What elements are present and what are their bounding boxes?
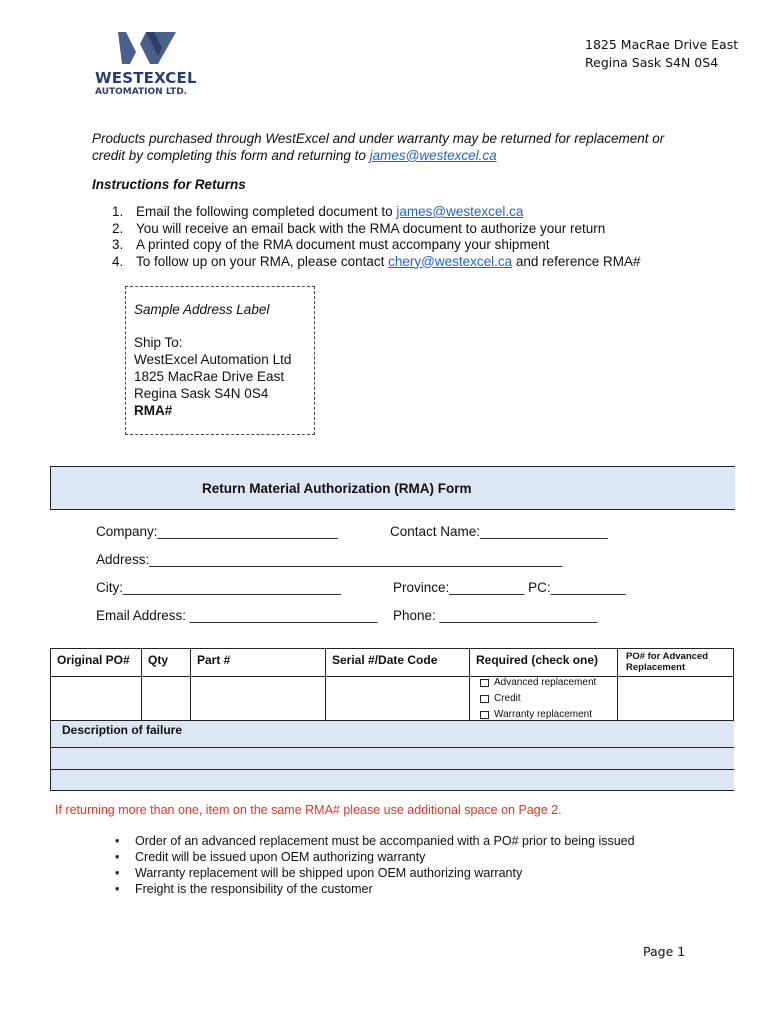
bullet-item: • Warranty replacement will be shipped upon OEM authorizing warranty <box>115 866 523 880</box>
checkbox-icon[interactable] <box>480 679 489 687</box>
intro-email-link[interactable]: james@westexcel.ca <box>369 148 497 163</box>
multiple-items-note: If returning more than one, item on the same RMA# please use additional space on Page 2. <box>55 803 562 817</box>
checkbox-icon[interactable] <box>480 711 489 719</box>
cell-po-advanced[interactable] <box>617 676 734 721</box>
header-original-po: Original PO# <box>50 648 142 677</box>
policy-bullet-list <box>115 833 635 897</box>
cell-qty[interactable] <box>141 676 191 721</box>
city-field[interactable]: City:_____________________________ <box>96 580 341 595</box>
instruction-step: 3. A printed copy of the RMA document must accompany your shipment <box>112 237 550 252</box>
description-row[interactable] <box>50 747 734 770</box>
address-field[interactable]: Address:_______________________________________________________ <box>96 552 563 567</box>
option-credit[interactable]: Credit <box>480 693 521 704</box>
label-line1: WestExcel Automation Ltd <box>134 352 292 367</box>
company-address-line1: 1825 MacRae Drive East <box>585 37 739 52</box>
header-po-advanced: PO# for Advanced Replacement <box>617 648 734 677</box>
cell-original-po[interactable] <box>50 676 142 721</box>
description-row[interactable] <box>50 769 734 791</box>
sample-address-label <box>125 286 315 435</box>
cell-serial[interactable] <box>325 676 470 721</box>
email-address-field[interactable]: Email Address: _________________________ <box>96 608 378 623</box>
bullet-item: • Order of an advanced replacement must be accompanied with a PO# prior to being issued <box>115 834 635 848</box>
page-number: Page 1 <box>643 944 686 959</box>
instruction-step: 1. Email the following completed document to james@westexcel.ca <box>112 204 524 219</box>
instructions-list <box>112 204 640 270</box>
logo-text-westexcel: WESTEXCEL <box>95 69 197 87</box>
bullet-item: • Freight is the responsibility of the customer <box>115 882 373 896</box>
province-pc-field[interactable]: Province:__________ PC:__________ <box>393 580 626 595</box>
instruction-step: 2. You will receive an email back with the RMA document to authorize your return <box>112 220 606 236</box>
checkbox-icon[interactable] <box>480 695 489 703</box>
label-ship-to: Ship To: <box>134 335 183 350</box>
phone-field[interactable]: Phone: _____________________ <box>393 608 598 623</box>
bullet-item: • Credit will be issued upon OEM authorizing warranty <box>115 850 426 864</box>
label-sample-title: Sample Address Label <box>134 302 270 317</box>
description-label: Description of failure <box>62 723 183 737</box>
rma-form-title: Return Material Authorization (RMA) Form <box>202 481 472 496</box>
instruction-step: 4. To follow up on your RMA, please contact chery@westexcel.ca and reference RMA# <box>112 253 641 269</box>
company-field[interactable]: Company:________________________ <box>96 524 338 539</box>
cell-part[interactable] <box>190 676 326 721</box>
instructions-title: Instructions for Returns <box>92 177 246 192</box>
header-serial: Serial #/Date Code <box>325 648 470 677</box>
description-header-row <box>50 720 734 748</box>
header-required: Required (check one) <box>469 648 618 677</box>
step4-email-link[interactable]: chery@westexcel.ca <box>388 253 513 269</box>
step1-email-link[interactable]: james@westexcel.ca <box>396 204 524 219</box>
intro-paragraph <box>92 130 712 164</box>
header-qty: Qty <box>141 648 191 677</box>
label-line2: 1825 MacRae Drive East <box>134 369 285 384</box>
label-line3: Regina Sask S4N 0S4 <box>134 386 269 401</box>
header-part: Part # <box>190 648 326 677</box>
company-address-line2: Regina Sask S4N 0S4 <box>585 55 719 70</box>
label-rma: RMA# <box>134 403 173 418</box>
contact-name-field[interactable]: Contact Name:_________________ <box>390 524 608 539</box>
option-advanced-replacement[interactable]: Advanced replacement <box>480 677 596 688</box>
option-warranty-replacement[interactable]: Warranty replacement <box>480 709 592 720</box>
intro-line1: Products purchased through WestExcel and under warranty may be returned for replacement or <box>92 131 665 146</box>
logo-text-automation: AUTOMATION LTD. <box>95 87 188 97</box>
intro-line2: credit by completing this form and returning to james@westexcel.ca <box>92 148 497 163</box>
